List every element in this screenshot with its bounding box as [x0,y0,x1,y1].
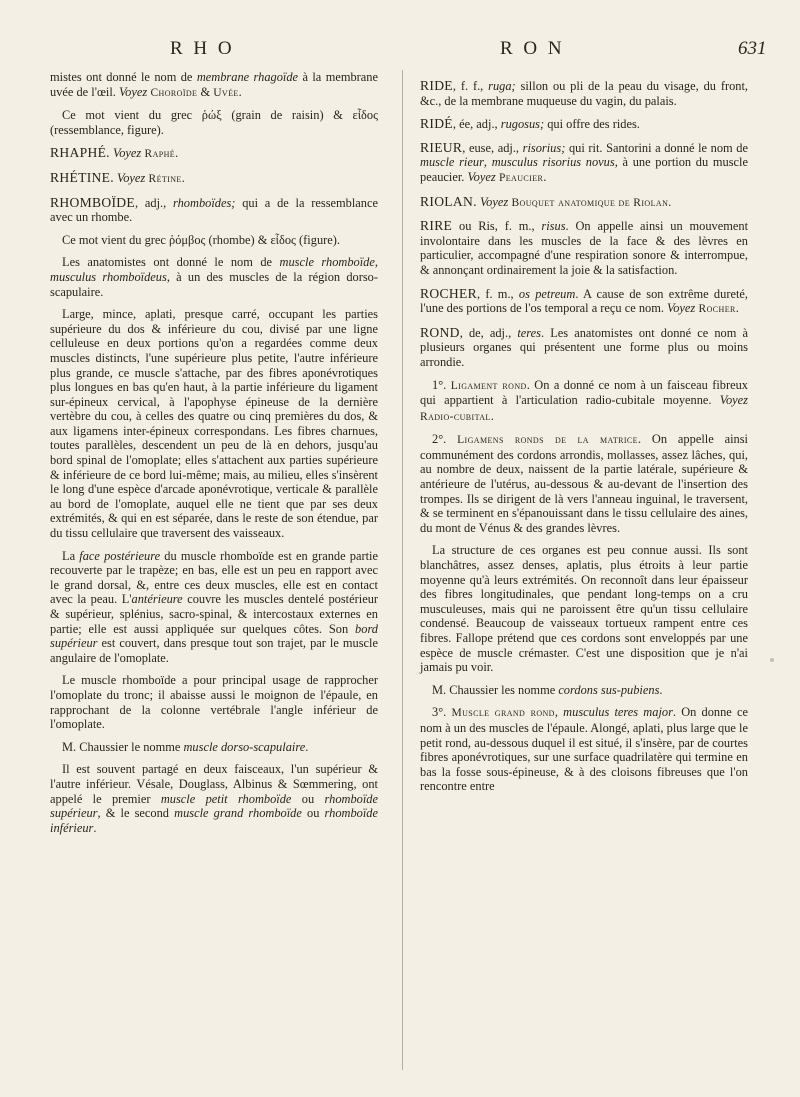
paragraph [50,740,378,755]
text-run: Ce mot vient du grec ῥώξ (grain de raisin) & εἶδος (ressemblance, figure). [50,108,378,137]
dictionary-entry [420,79,748,108]
italic-term: Voyez [118,84,148,99]
text-run: . A cause de son extrême dureté, l'une des portions de l'os temporal a reçu ce nom. [420,286,748,316]
paragraph [420,683,748,698]
text-run: Il est souvent partagé en deux faisceaux, l'un supérieur & l'autre inférieur. Vésale, Douglass, Albinus & Sœmmering, ont appelé le premier [50,762,378,806]
text-run: . On appelle ainsi un mouvement involontaire dans les muscles de la face & des lèvres en particulier, accompagné d'une respiration sonore & interrompue, & annonçant ordinairement la joie & la satisfaction. [420,219,749,277]
italic-term: ruga; [488,79,516,93]
paragraph [50,233,378,248]
paragraph [420,543,748,674]
text-run: , ée, adj., [452,117,501,132]
text-run: & [197,84,214,99]
text-run: ou Ris, f. m., [452,219,542,234]
paragraph [50,549,378,666]
text-run: mistes ont donné le nom de [50,70,197,84]
italic-term: risus [541,219,566,234]
italic-term: Voyez [667,301,696,316]
italic-term: Voyez [117,170,146,185]
cross-reference: Muscle grand rond [451,707,555,720]
text-run: La [62,548,80,563]
cross-reference: Raphé [141,148,176,161]
text-run: ou [301,806,325,821]
headword: RIEUR [420,139,463,155]
text-run: qui offre des rides. [544,117,640,132]
italic-term: musculus risorius novus [491,155,615,170]
dictionary-entry [420,326,748,370]
dictionary-entry [420,141,748,186]
italic-term: Voyez [479,194,509,209]
left-column [50,70,378,843]
text-run: M. Chaussier les nomme [432,682,559,697]
paragraph [50,70,378,100]
paragraph [420,432,748,535]
text-run: , à un des muscles de la région dorso-scapulaire. [50,269,378,299]
dictionary-entry [420,195,748,211]
paragraph [50,673,378,731]
italic-term: antérieure [131,592,183,607]
text-run: , euse, adj., [462,140,523,155]
text-run: . [543,169,547,184]
running-head-center: R O N [500,38,565,59]
text-run: La structure de ces organes est peu connue aussi. Ils sont blanchâtres, assez denses, aplatis, plus étroits à leur partie moyenne qu'à leurs extrémités. On reconnoît dans leur épaisseur des fibres longitudinales, que pendant long-temps on a cru musculeuses, mais qui ne paroissent être qu'un tissu cellulaire condensé. Beaucoup de vaisseaux tortueux rampent entre ces fibres. Fallope prétend que ces cordons sont enveloppés par une espèce de muscle crémaster. C'est une disposition que je n'ai jamais pu voir. [420,543,748,675]
italic-term: Voyez [719,393,748,408]
text-run: , [554,705,564,720]
text-run: . [668,194,672,209]
italic-term: face postérieure [79,548,161,563]
text-run: . [175,146,179,161]
cross-reference: Peaucier [495,171,544,184]
italic-term: muscle rieur [420,155,484,170]
paper-spot [770,658,774,662]
text-run: est couvert, dans presque tout son trajet, par le muscle angulaire de l'omoplate. [50,636,378,665]
headword: RIDÉ [420,116,453,132]
text-run: . On a donné ce nom à un faisceau fibreux qui appartient à l'articulation radio-cubitale moyenne. [420,377,748,408]
italic-term: muscle grand rhomboïde [174,806,302,821]
cross-reference: Uvée [213,86,239,99]
dictionary-entry [420,117,748,132]
text-run: . [238,84,242,99]
headword: RHAPHÉ. [50,145,110,161]
headword: ROND [420,324,460,340]
italic-term: rhomboïde supérieur [50,791,378,821]
text-run: . [659,682,663,697]
dictionary-entry [50,146,378,162]
italic-term: teres [517,325,541,340]
paragraph [50,307,378,541]
dictionary-entry [50,171,378,187]
text-run: M. Chaussier le nomme [62,739,184,754]
column-rule [402,70,403,1070]
text-run: 3°. [432,705,452,720]
text-run: . [181,170,185,185]
headword: RHÉTINE. [50,169,114,185]
text-run: sillon ou pli de la peau du visage, du front, &c., de la membrane muqueuse du vagin, du palais. [420,79,749,108]
page-number: 631 [738,38,767,59]
text-run: Le muscle rhomboïde a pour principal usage de rapprocher l'omoplate du tronc; il abaisse aussi le moignon de l'épaule, en rapprochant de la colonne vertébrale l'angle inférieur de l'omoplate. [50,673,378,732]
cross-reference: Rétine [145,172,182,185]
text-run: , & le second [97,806,175,821]
italic-term: musculus teres major [563,705,673,720]
headword: RIOLAN. [420,193,477,209]
cross-reference: Radio-cubital [420,410,491,423]
paragraph [420,378,748,425]
text-run: 1°. [432,377,451,392]
italic-term: Voyez [467,169,496,184]
text-run: , [483,155,492,170]
text-run: , f. m., [476,286,519,301]
italic-term: muscle petit rhomboïde [160,791,292,806]
text-run: du muscle rhomboïde est en grande partie recouverte par le trapèze; en bas, elle est un peu en rapport avec le grand dorsal, &, entre ces deux muscles, elle est en contact avec la peau. L' [50,548,378,607]
text-run: . [305,739,309,754]
text-run: Ce mot vient du grec ῥόμβος (rhombe) & εἶδος (figure). [62,232,340,247]
italic-term: bord supérieur [50,621,378,651]
text-run: , à une portion du muscle peaucier. [420,155,748,184]
text-run: . [735,301,739,316]
italic-term: muscle rhomboïde [279,255,375,270]
paragraph [50,762,378,835]
italic-term: rhomboïde inférieur [50,806,378,835]
text-run: . [93,820,97,835]
text-run: . On appelle ainsi communément des cordons arrondis, mollasses, assez lâches, qui, au nombre de deux, naissent de la partie latérale, supérieure & antérieure de l'utérus, au-dessous & au-devant de l'insertion des trompes. Ils se dirigent de là vers l'anneau inguinal, le traversent, & se terminent en s'épanouissant dans le tissu cellulaire des aines, du mont de Vénus & des grandes lèvres. [420,432,748,535]
text-run: couvre les muscles dentelé postérieur & supérieur, splénius, sacro-spinal, & intercostaux externes en partie; elle est aussi appliquée sur quelques côtes. Son [50,592,379,636]
cross-reference: Ligament rond [450,379,527,392]
text-run: , de, adj., [459,325,518,340]
text-run: à la membrane uvée de l'œil. [50,70,378,99]
italic-term: musculus rhomboïdeus [50,269,167,284]
cross-reference: Rocher [695,303,736,316]
text-run: , adj., [135,195,174,210]
italic-term: membrane rhagoïde [196,70,299,84]
text-run: , f. f., [452,79,489,93]
headword: ROCHER [420,285,477,301]
italic-term: cordons sus-pubiens [558,682,660,697]
italic-term: muscle dorso-scapulaire [183,739,306,754]
headword: RIRE [420,218,453,234]
paragraph [50,255,378,299]
text-run: Les anatomistes ont donné le nom de [62,255,280,270]
paragraph [50,108,378,137]
running-head-left: R H O [170,38,235,59]
cross-reference: Bouquet anatomique de Riolan [508,196,669,209]
dictionary-entry [50,196,378,225]
text-run: ou [291,791,325,806]
headword: RIDE [420,78,453,93]
text-run: 2°. [432,432,458,447]
dictionary-entry [420,219,748,277]
cross-reference: Choroïde [147,86,198,99]
headword: RHOMBOÏDE [50,194,136,210]
italic-term: rhomboïdes; [173,195,236,210]
cross-reference: Ligamens ronds de la matrice [457,434,638,447]
text-run: . [490,408,494,423]
text-run: qui a de la ressemblance avec un rhombe. [50,195,378,225]
text-run: qui rit. Santorini a donné le nom de [565,140,748,155]
text-run: , [374,255,378,270]
paragraph [420,705,748,794]
text-run: Large, mince, aplati, presque carré, occupant les parties supérieure du dos & inférieure du cou, divisé par une ligne celluleuse en deux portions qu'on a regardées comme deux muscles distincts, l'une supérieure plus petite, l'autre inférieure plus grande, ce muscle s'attache, par des fibres aponévrotiques plus longues en bas qu'en haut, à la partie inférieure du ligament sur-épineux cervical, à l'apophyse épineuse de la dernière vertèbre du cou, à celles des quatre ou cinq premières du dos, & aux ligamens inter-épineux correspondans. Les fibres charnues, toutes parallèles, descendent un peu de là en dehors, jusqu'au bord spinal de l'omoplate; elles s'attachent aux parties supérieure & inférieure de ce bord lui-même; mais, au milieu, elles s'insèrent le long d'une espèce d'arcade aponévrotique, verticale & parallèle au bord de l'omoplate, auquel elle ne tient que par ses deux extrémités, & qui en est séparée, dans le reste de son étendue, par du tissu cellulaire que traversent des vaisseaux. [50,307,378,541]
text-run: . Les anatomistes ont donné ce nom à plusieurs organes qui présentent une forme plus ou moins arrondie. [420,325,748,369]
italic-term: risorius; [522,140,566,155]
dictionary-entry [420,287,748,317]
italic-term: rugosus; [500,117,545,132]
text-run: . On donne ce nom à un des muscles de l'épaule. Alongé, aplati, plus large que le petit rond, au-dessous duquel il est situé, il s'insère, par de courtes fibres aponévrotiques, sur une surface quadrilatère qui termine en bas la fosse sous-épineuse, & à des cloisons fibreuses que l'on rencontre entre [420,705,748,794]
italic-term: os petreum [518,286,576,301]
italic-term: Voyez [113,146,142,161]
right-column [420,70,748,802]
